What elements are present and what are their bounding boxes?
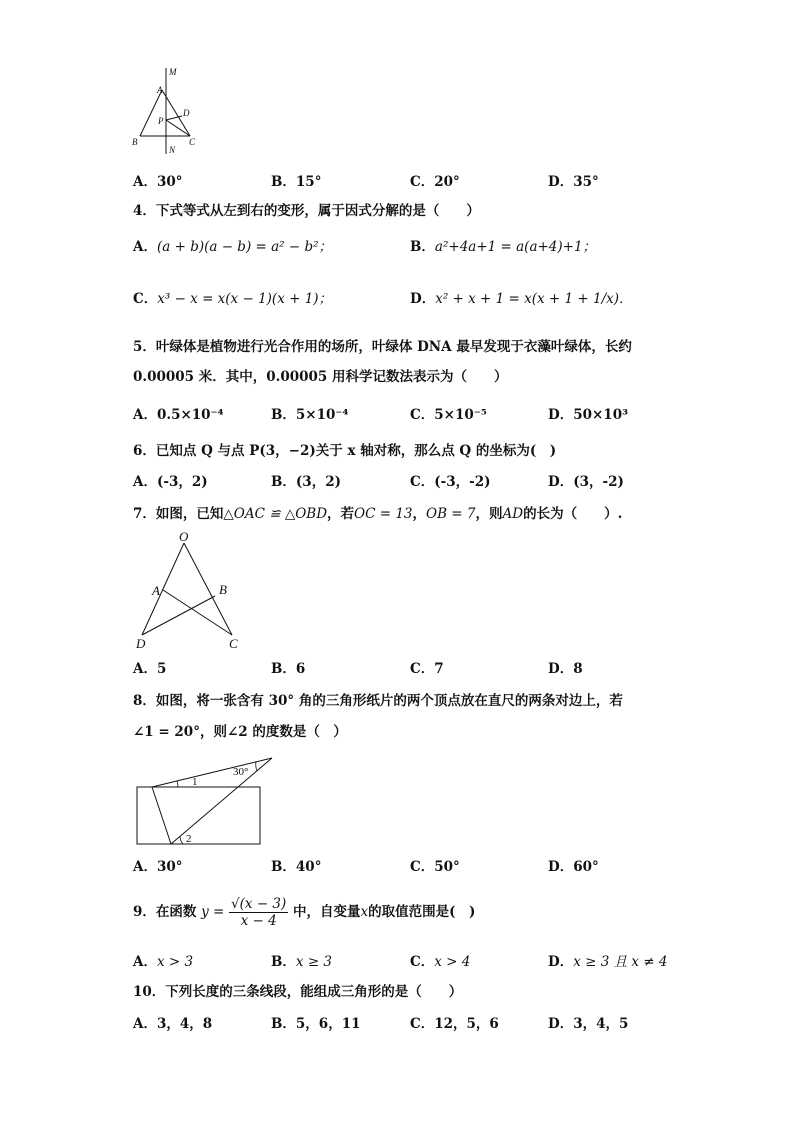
q3-label-d: D: [183, 108, 190, 118]
q9-func-numerator: √(x − 3): [231, 896, 287, 912]
q3-label-c: C: [189, 137, 196, 147]
q8-label-angle-2: 2: [186, 833, 192, 845]
q5-option-c: C．5×10⁻⁵: [410, 407, 487, 423]
q5-stem-line1: 5．叶绿体是植物进行光合作用的场所，叶绿体 DNA 最早发现于衣藻叶绿体，长约: [133, 339, 632, 355]
q9-func-denominator: x − 4: [240, 913, 277, 929]
q4-option-a: A．(a + b)(a − b) = a² − b²；: [133, 239, 333, 255]
q9-stem: 9．在函数 y = $\frac{√(x - 3)}{x - 4}$ 中，自变量x的取值范围是( ): [133, 896, 476, 929]
q9-fraction: [229, 896, 288, 929]
q3-label-a: A: [157, 85, 163, 95]
q8-option-b: B．40°: [271, 859, 322, 875]
q3-option-c: C．20°: [410, 174, 460, 190]
q6-option-d: D．(3，-2): [548, 474, 624, 490]
q9-option-a: A．x > 3: [133, 954, 194, 970]
q5-option-a: A．0.5×10⁻⁴: [133, 407, 224, 423]
q7-label-c: C: [229, 636, 238, 651]
q10-option-a: A．3，4，8: [133, 1016, 213, 1032]
q3-option-a: A．30°: [133, 174, 183, 190]
q7-label-d: D: [136, 636, 146, 651]
q7-option-d: D．8: [548, 661, 583, 677]
q7-option-c: C．7: [410, 661, 444, 677]
q4-option-b: B．a²+4a+1 = a(a+4)+1；: [410, 239, 597, 255]
q9-func-y: y =: [201, 904, 225, 920]
q7-option-a: A．5: [133, 661, 167, 677]
q10-option-c: C．12，5，6: [410, 1016, 499, 1032]
q9-option-b: B．x ≥ 3: [271, 954, 333, 970]
q8-option-c: C．50°: [410, 859, 460, 875]
q6-stem: 6．已知点 Q 与点 P(3，−2)关于 x 轴对称，那么点 Q 的坐标为( ): [133, 443, 557, 459]
q8-stem-line1: 8．如图，将一张含有 30° 角的三角形纸片的两个顶点放在直尺的两条对边上，若: [133, 693, 623, 709]
q10-stem: 10．下列长度的三条线段，能组成三角形的是（ ）: [133, 984, 463, 1000]
q7-figure: [130, 528, 250, 654]
q8-label-angle-1: 1: [192, 776, 198, 788]
q10-option-d: D．3，4，5: [548, 1016, 629, 1032]
q5-option-d: D．50×10³: [548, 407, 629, 423]
q5-stem-line2: 0.00005 米．其中，0.00005 用科学记数法表示为（ ）: [133, 369, 508, 385]
q6-option-b: B．(3，2): [271, 474, 341, 490]
q7-stem: 7．如图，已知△OAC ≌ △OBD，若OC = 13，OB = 7，则AD的长为（ ）.: [133, 506, 623, 522]
q9-option-c: C．x > 4: [410, 954, 471, 970]
q3-option-b: B．15°: [271, 174, 322, 190]
q3-option-d: D．35°: [548, 174, 599, 190]
q8-figure: [134, 750, 276, 848]
q10-option-b: B．5，6，11: [271, 1016, 361, 1032]
q6-option-c: C．(-3，-2): [410, 474, 491, 490]
q8-option-d: D．60°: [548, 859, 599, 875]
q4-stem: 4．下式等式从左到右的变形，属于因式分解的是（ ）: [133, 203, 480, 219]
q5-option-b: B．5×10⁻⁴: [271, 407, 349, 423]
q8-option-a: A．30°: [133, 859, 183, 875]
q4-option-c: C．x³ − x = x(x − 1)(x + 1)；: [133, 291, 333, 307]
q3-label-p: P: [158, 116, 164, 126]
q7-label-o: O: [179, 529, 189, 544]
q7-option-b: B．6: [271, 661, 306, 677]
q7-label-a: A: [152, 583, 160, 598]
q8-stem-line2: ∠1 = 20°，则∠2 的度数是（ ）: [133, 724, 347, 740]
q3-label-m: M: [169, 67, 177, 77]
q3-label-b: B: [132, 137, 138, 147]
q9-option-d: D．x ≥ 3 且 x ≠ 4: [548, 954, 668, 970]
q4-option-d: D．x² + x + 1 = x(x + 1 + 1/x)．: [410, 291, 633, 307]
q6-option-a: A．(-3，2): [133, 474, 208, 490]
q3-label-n: N: [169, 145, 176, 155]
q3-figure: [128, 66, 208, 158]
q7-label-b: B: [219, 582, 227, 597]
q8-label-30deg: 30°: [233, 766, 249, 778]
